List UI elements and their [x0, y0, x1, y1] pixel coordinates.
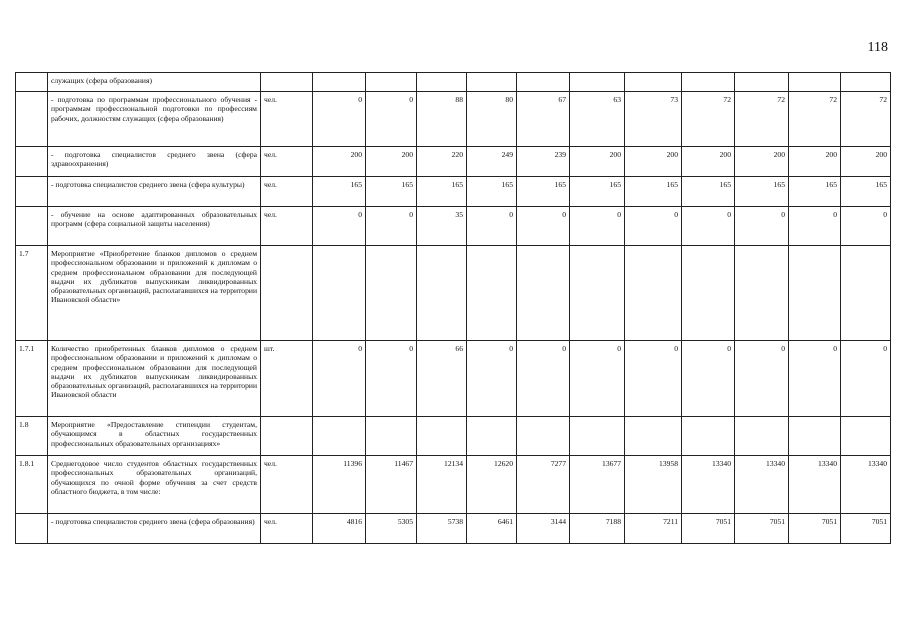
description-cell: - подготовка специалистов среднего звена (сфера образования) — [48, 514, 261, 544]
unit-cell: чел. — [261, 514, 313, 544]
value-cell: 66 — [417, 341, 467, 417]
row-number-cell: 1.7.1 — [16, 341, 48, 417]
value-cell: 0 — [467, 207, 517, 246]
page-number: 118 — [867, 40, 888, 55]
value-cell: 72 — [789, 92, 841, 147]
value-cell: 88 — [417, 92, 467, 147]
value-cell: 11396 — [313, 456, 366, 514]
value-cell: 200 — [735, 147, 789, 177]
value-cell — [467, 73, 517, 92]
value-cell: 0 — [366, 207, 417, 246]
value-cell — [735, 246, 789, 341]
value-cell: 13340 — [789, 456, 841, 514]
table-row — [16, 246, 891, 341]
row-number-cell: 1.7 — [16, 246, 48, 341]
value-cell — [517, 246, 570, 341]
description-cell: Среднегодовое число студентов областных государственных профессиональных образовательных организаций, обучающихся по очной форме обучения за счет средств областного бюджета, в том числе: — [48, 456, 261, 514]
description-cell: Количество приобретенных бланков дипломов о среднем профессиональном образовании и приложений к дипломам о среднем профессиональном образовании для последующей выдачи их дубликатов выпускникам ликвидированных образовательных организаций, располагавшихся на территории Ивановской области — [48, 341, 261, 417]
value-cell: 165 — [841, 177, 891, 207]
value-cell — [789, 73, 841, 92]
table-row — [16, 514, 891, 544]
value-cell: 13340 — [735, 456, 789, 514]
value-cell: 7211 — [625, 514, 682, 544]
value-cell: 80 — [467, 92, 517, 147]
value-cell: 72 — [682, 92, 735, 147]
value-cell: 72 — [841, 92, 891, 147]
value-cell: 165 — [682, 177, 735, 207]
value-cell: 0 — [467, 341, 517, 417]
value-cell — [841, 246, 891, 341]
table-row — [16, 73, 891, 92]
value-cell: 0 — [625, 207, 682, 246]
value-cell: 7051 — [682, 514, 735, 544]
value-cell — [366, 417, 417, 456]
unit-cell — [261, 246, 313, 341]
value-cell: 200 — [682, 147, 735, 177]
value-cell: 0 — [366, 92, 417, 147]
value-cell: 165 — [313, 177, 366, 207]
value-cell — [467, 417, 517, 456]
row-number-cell: 1.8.1 — [16, 456, 48, 514]
description-cell: - обучение на основе адаптированных образовательных программ (сфера социальной защиты населения) — [48, 207, 261, 246]
value-cell: 165 — [417, 177, 467, 207]
value-cell — [789, 246, 841, 341]
unit-cell — [261, 417, 313, 456]
value-cell: 0 — [570, 207, 625, 246]
unit-cell: чел. — [261, 456, 313, 514]
table-row — [16, 341, 891, 417]
value-cell — [570, 73, 625, 92]
value-cell — [682, 417, 735, 456]
value-cell — [417, 417, 467, 456]
value-cell — [682, 246, 735, 341]
table-row — [16, 417, 891, 456]
value-cell: 249 — [467, 147, 517, 177]
value-cell: 200 — [789, 147, 841, 177]
value-cell — [570, 246, 625, 341]
value-cell — [417, 246, 467, 341]
value-cell: 0 — [789, 207, 841, 246]
value-cell: 6461 — [467, 514, 517, 544]
value-cell: 0 — [841, 207, 891, 246]
unit-cell: шт. — [261, 341, 313, 417]
value-cell: 0 — [625, 341, 682, 417]
unit-cell: чел. — [261, 177, 313, 207]
row-number-cell — [16, 92, 48, 147]
value-cell: 3144 — [517, 514, 570, 544]
value-cell: 165 — [735, 177, 789, 207]
value-cell — [313, 246, 366, 341]
value-cell: 200 — [841, 147, 891, 177]
value-cell — [841, 417, 891, 456]
value-cell — [841, 73, 891, 92]
value-cell: 0 — [735, 341, 789, 417]
value-cell: 72 — [735, 92, 789, 147]
value-cell: 165 — [366, 177, 417, 207]
value-cell: 73 — [625, 92, 682, 147]
value-cell: 165 — [517, 177, 570, 207]
value-cell: 200 — [313, 147, 366, 177]
value-cell: 200 — [366, 147, 417, 177]
value-cell: 0 — [313, 207, 366, 246]
description-cell: Мероприятие «Предоставление стипендии студентам, обучающимся в областных государственных профессиональных образовательных организациях» — [48, 417, 261, 456]
value-cell: 12620 — [467, 456, 517, 514]
value-cell — [517, 417, 570, 456]
value-cell — [625, 246, 682, 341]
value-cell: 0 — [366, 341, 417, 417]
value-cell: 0 — [682, 341, 735, 417]
value-cell — [417, 73, 467, 92]
value-cell: 220 — [417, 147, 467, 177]
value-cell — [366, 73, 417, 92]
value-cell: 7051 — [841, 514, 891, 544]
value-cell: 200 — [625, 147, 682, 177]
value-cell: 7188 — [570, 514, 625, 544]
indicators-table — [15, 72, 891, 544]
value-cell — [313, 73, 366, 92]
value-cell: 35 — [417, 207, 467, 246]
value-cell: 0 — [570, 341, 625, 417]
unit-cell: чел. — [261, 147, 313, 177]
description-cell: Мероприятие «Приобретение бланков дипломов о среднем профессиональном образовании и приложений к дипломам о среднем профессиональном образовании для последующей выдачи их дубликатов выпускникам ликвидированных образовательных организаций, располагавшихся на территории Ивановской области» — [48, 246, 261, 341]
value-cell — [467, 246, 517, 341]
value-cell: 11467 — [366, 456, 417, 514]
value-cell: 0 — [313, 341, 366, 417]
row-number-cell — [16, 177, 48, 207]
description-cell: - подготовка специалистов среднего звена (сфера здравоохранения) — [48, 147, 261, 177]
value-cell: 0 — [517, 341, 570, 417]
table-row — [16, 147, 891, 177]
unit-cell — [261, 73, 313, 92]
value-cell: 7051 — [735, 514, 789, 544]
value-cell: 4816 — [313, 514, 366, 544]
description-cell: служащих (сфера образования) — [48, 73, 261, 92]
description-cell: - подготовка по программам профессионального обучения - программам профессиональной подготовки по профессиям рабочих, должностям служащих (сфера образования) — [48, 92, 261, 147]
row-number-cell: 1.8 — [16, 417, 48, 456]
table-row — [16, 177, 891, 207]
row-number-cell — [16, 207, 48, 246]
value-cell — [735, 73, 789, 92]
value-cell: 0 — [682, 207, 735, 246]
table-row — [16, 92, 891, 147]
value-cell: 13340 — [682, 456, 735, 514]
value-cell: 7051 — [789, 514, 841, 544]
value-cell — [789, 417, 841, 456]
value-cell — [682, 73, 735, 92]
value-cell: 0 — [517, 207, 570, 246]
value-cell: 13677 — [570, 456, 625, 514]
value-cell: 239 — [517, 147, 570, 177]
row-number-cell — [16, 73, 48, 92]
value-cell: 200 — [570, 147, 625, 177]
value-cell — [366, 246, 417, 341]
value-cell: 165 — [789, 177, 841, 207]
value-cell: 0 — [735, 207, 789, 246]
value-cell: 5305 — [366, 514, 417, 544]
value-cell: 0 — [789, 341, 841, 417]
value-cell — [517, 73, 570, 92]
value-cell: 13340 — [841, 456, 891, 514]
value-cell: 165 — [570, 177, 625, 207]
unit-cell: чел. — [261, 207, 313, 246]
value-cell: 5738 — [417, 514, 467, 544]
value-cell — [313, 417, 366, 456]
value-cell: 0 — [313, 92, 366, 147]
value-cell: 165 — [625, 177, 682, 207]
value-cell: 13958 — [625, 456, 682, 514]
table-row — [16, 207, 891, 246]
value-cell: 12134 — [417, 456, 467, 514]
value-cell — [625, 73, 682, 92]
value-cell: 63 — [570, 92, 625, 147]
value-cell — [570, 417, 625, 456]
value-cell: 0 — [841, 341, 891, 417]
description-cell: - подготовка специалистов среднего звена (сфера культуры) — [48, 177, 261, 207]
value-cell — [735, 417, 789, 456]
row-number-cell — [16, 147, 48, 177]
table-row — [16, 456, 891, 514]
value-cell: 165 — [467, 177, 517, 207]
value-cell — [625, 417, 682, 456]
value-cell: 67 — [517, 92, 570, 147]
row-number-cell — [16, 514, 48, 544]
value-cell: 7277 — [517, 456, 570, 514]
unit-cell: чел. — [261, 92, 313, 147]
